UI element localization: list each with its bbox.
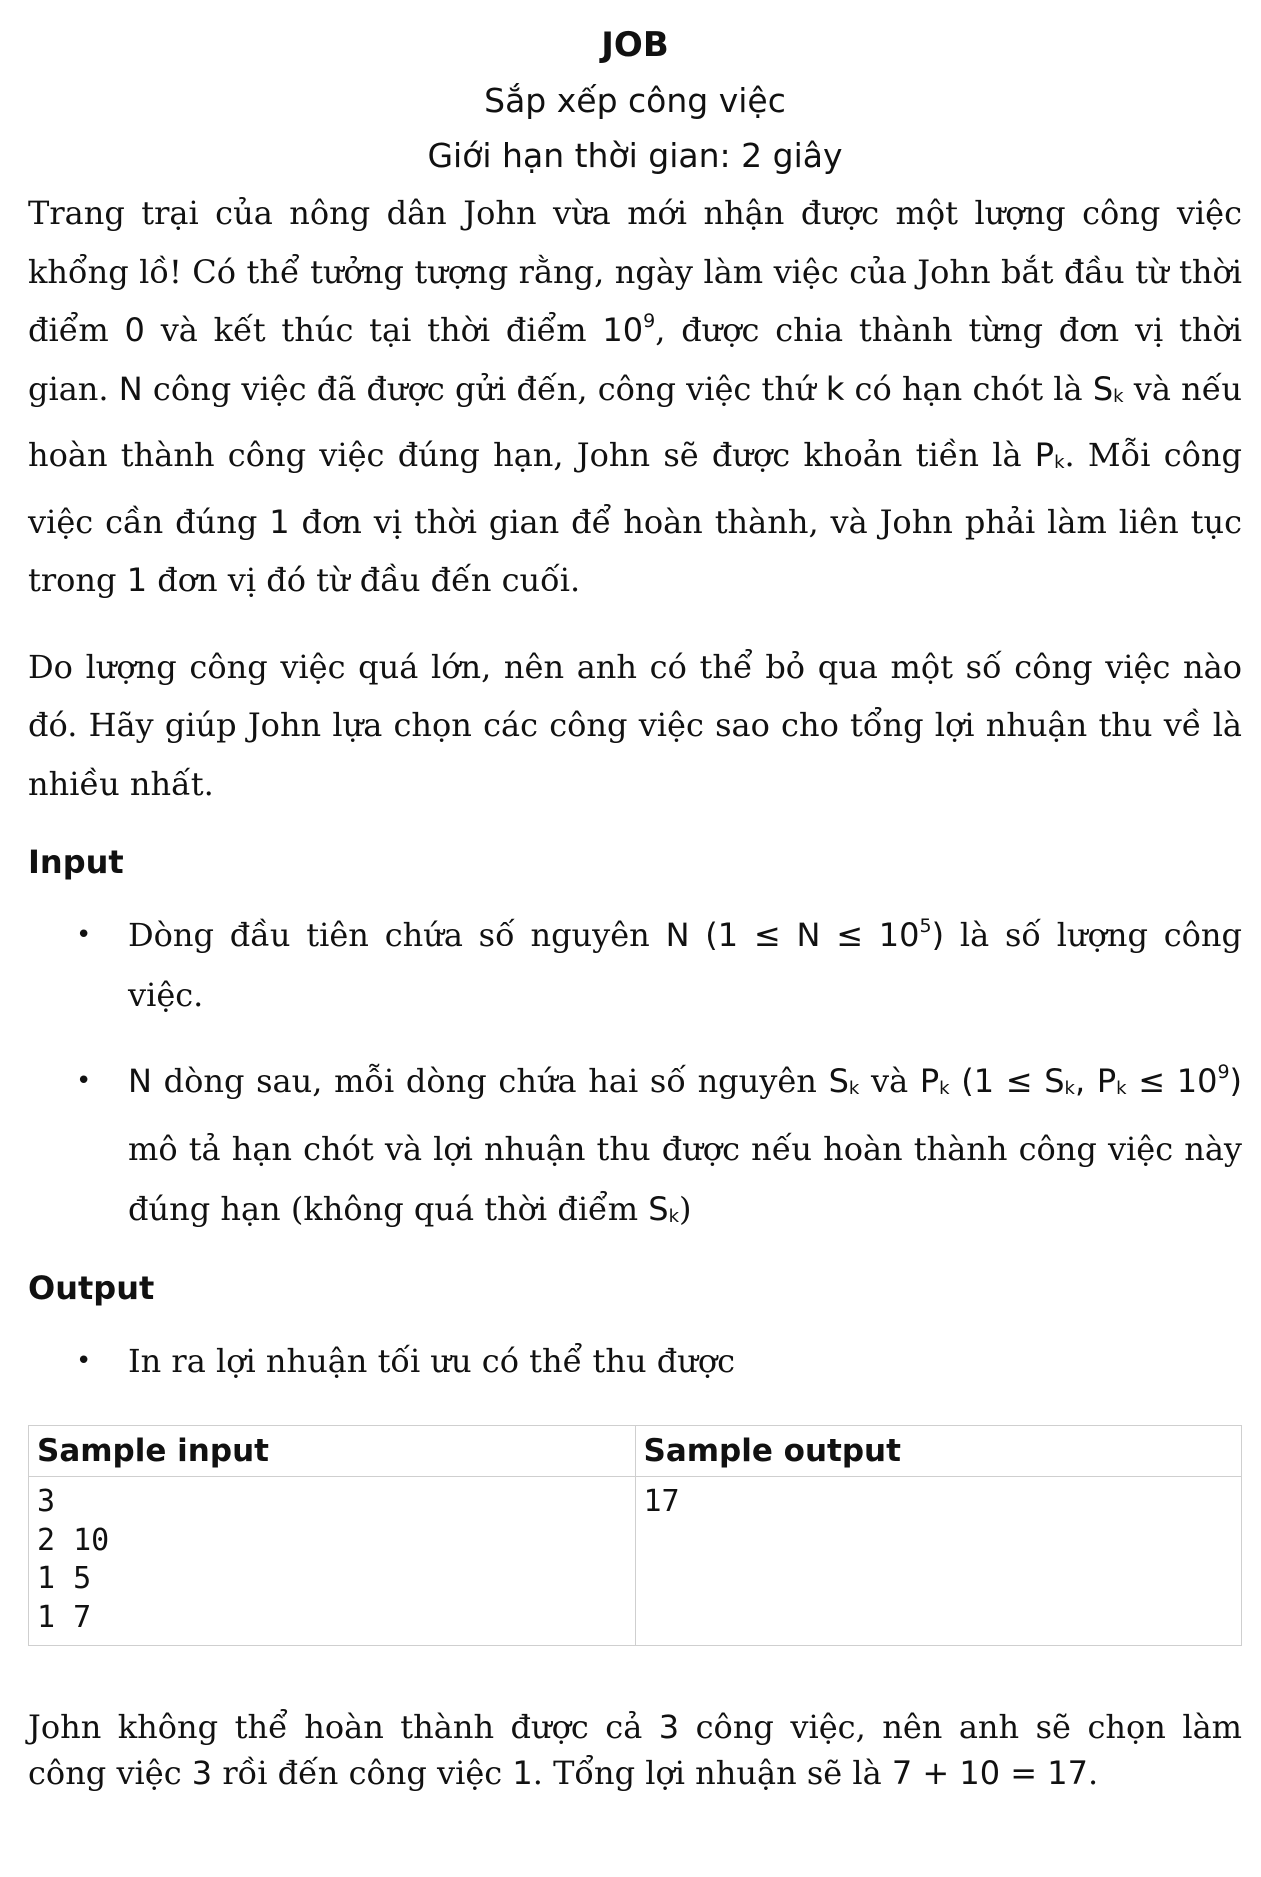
bullet-icon: • [76,1346,92,1376]
sample-table-header-row [29,1426,1242,1477]
explanation-paragraph: John không thể hoàn thành được cả 3 công việc, nên anh sẽ chọn làm công việc 3 rồi đến công việc 1. Tổng lợi nhuận sẽ là 7 + 10 = 17. [28,1708,1243,1792]
output-list [28,1331,1242,1391]
output-heading: Output [28,1269,155,1307]
bullet-icon: • [76,920,92,950]
input-list [28,905,1242,1247]
input-heading: Input [28,843,124,881]
sample-input-cell: 3 2 10 1 5 1 7 [29,1477,636,1646]
sample-input-header: Sample input [29,1426,636,1477]
problem-document [28,20,1242,1796]
problem-code: JOB [601,25,669,65]
sample-output-header: Sample output [635,1426,1242,1477]
statement-paragraph-2: Do lượng công việc quá lớn, nên anh có thể bỏ qua một số công việc nào đó. Hãy giúp John lựa chọn các công việc sao cho tổng lợi nhuận thu về là nhiều nhất. [28,647,1242,803]
time-limit: Giới hạn thời gian: 2 giây [427,136,843,175]
sample-table-row [29,1477,1242,1646]
bullet-icon: • [76,1066,92,1096]
input-bullet-2: • N dòng sau, mỗi dòng chứa hai số nguyên Sk và Pk (1 ≤ Sk, $Pk \le 10^9$) mô tả hạn chót và lợi nhuận thu được nếu hoàn thành công việc này đúng hạn (không quá thời điểm Sk) [28,1051,1242,1247]
statement-paragraph-1: Trang trại của nông dân John vừa mới nhận được một lượng công việc khổng lồ! Có thể tưởng tượng rằng, ngày làm việc của John bắt đầu từ thời điểm 0 và kết thúc tại thời điểm $10^9$, được chia thành từng đơn vị thời gian. N công việc đã được gửi đến, công việc thứ k có hạn chót là Sk và nếu hoàn thành công việc đúng hạn, John sẽ được khoản tiền là Pk. Mỗi công việc cần đúng 1 đơn vị thời gian để hoàn thành, và John phải làm liên tục trong 1 đơn vị đó từ đầu đến cuối. [28,194,1243,599]
output-bullet-1: • In ra lợi nhuận tối ưu có thể thu được [28,1331,1242,1391]
sample-table [28,1425,1242,1646]
input-bullet-1: • Dòng đầu tiên chứa số nguyên N $(1 \le N \le 10^5)$ là số lượng công việc. [28,905,1242,1025]
sample-output-cell: 17 [635,1477,1242,1646]
problem-name: Sắp xếp công việc [484,81,786,120]
